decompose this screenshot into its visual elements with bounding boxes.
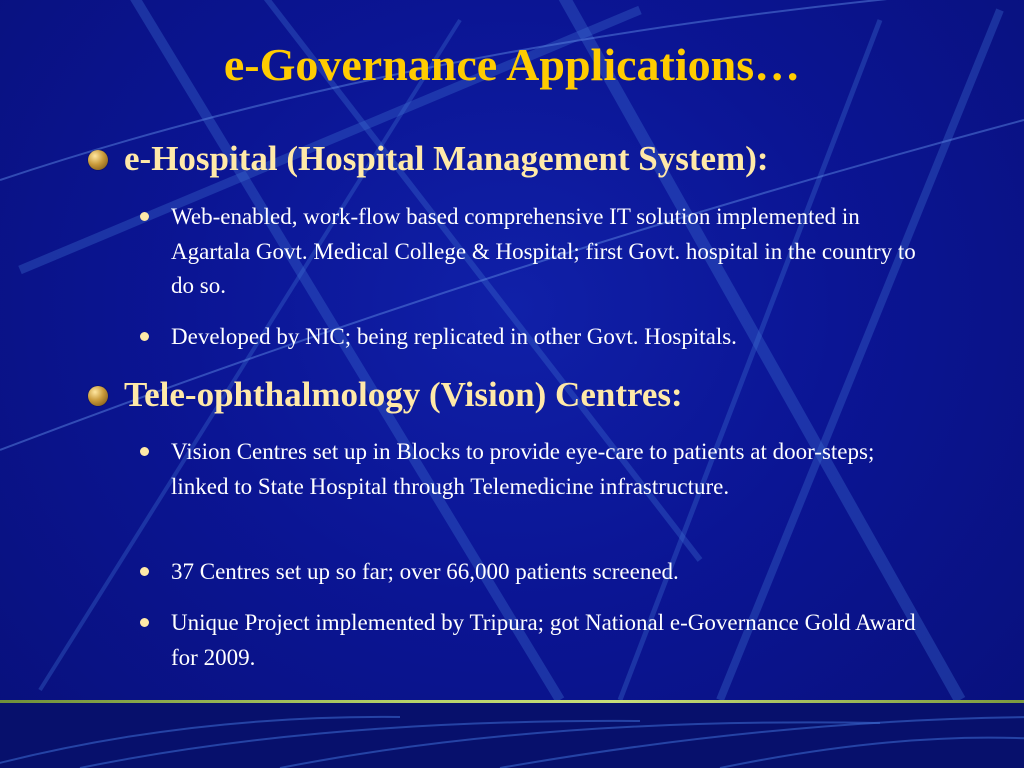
list-item-text: Developed by NIC; being replicated in other Govt. Hospitals. (171, 324, 737, 349)
section-heading-text: e-Hospital (Hospital Management System): (124, 139, 769, 178)
section-heading-e-hospital (88, 139, 769, 179)
list-item-text: Unique Project implemented by Tripura; got National e-Governance Gold Award for 2009. (171, 610, 916, 670)
gold-ball-icon (88, 386, 108, 406)
slide-title: e-Governance Applications… (223, 39, 801, 90)
footer-decoration (0, 703, 1024, 768)
dot-bullet-icon (140, 567, 149, 576)
list-item-text: Web-enabled, work-flow based comprehensive IT solution implemented in Agartala Govt. Medical College & Hospital; first Govt. hospital in the country to do so. (171, 204, 916, 298)
dot-bullet-icon (140, 618, 149, 627)
gold-ball-icon (88, 150, 108, 170)
list-item-text: 37 Centres set up so far; over 66,000 patients screened. (171, 559, 679, 584)
dot-bullet-icon (140, 332, 149, 341)
section-heading-tele-ophthalmology (88, 375, 683, 415)
dot-bullet-icon (140, 447, 149, 456)
section-heading-text: Tele-ophthalmology (Vision) Centres: (124, 375, 683, 414)
dot-bullet-icon (140, 212, 149, 221)
footer-band (0, 703, 1024, 768)
list-item-text: Vision Centres set up in Blocks to provide eye-care to patients at door-steps; linked to State Hospital through Telemedicine infrastructure. (171, 439, 875, 499)
